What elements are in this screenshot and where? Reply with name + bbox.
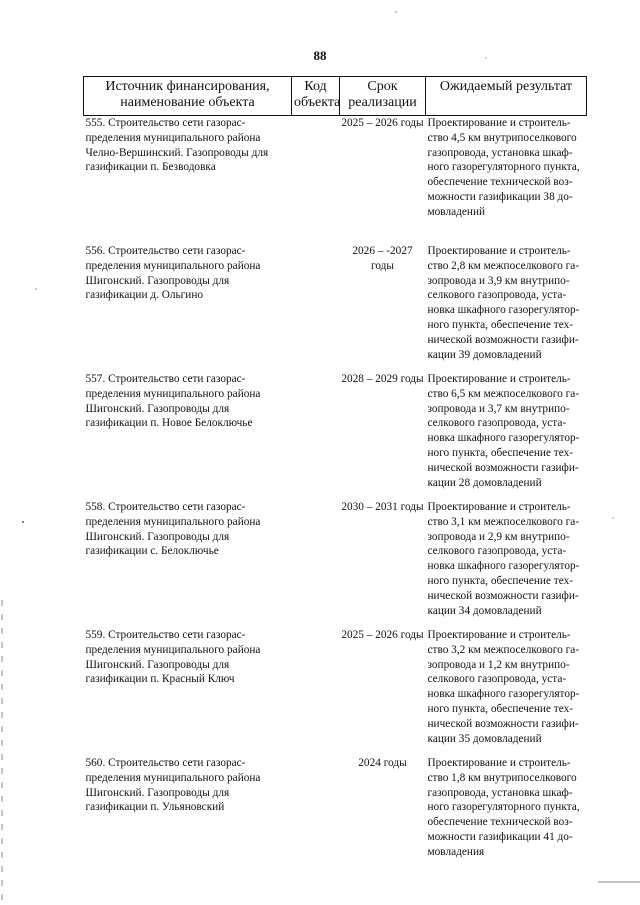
row-source: 559. Строительство сети газораспределения муниципального района Шигонский. Газопроводы для газификации п. Красный Ключ [85,629,261,686]
row-period: 2026 – -2027 годы [352,245,413,272]
scan-speck [395,11,397,13]
header-code: Код объекта [292,77,340,116]
row-code [292,244,340,372]
financing-table [83,76,587,884]
row-result: Проектирование и строительство 3,2 км межпоселкового газопровода и 1,2 км внутрипоселкового газопровода, установка шкафного газорегуляторного пункта, обеспечение технической возможности газификации 35 домовладений [427,629,580,745]
header-result: Ожидаемый результат [426,77,587,116]
row-code [292,756,340,884]
scan-speck [612,517,613,518]
table-row [84,116,587,245]
row-source: 560. Строительство сети газораспределения муниципального района Шигонский. Газопроводы для газификации п. Ульяновский [85,757,261,814]
row-result: Проектирование и строительство 4,5 км внутрипоселкового газопровода, установка шкафного газорегуляторного пункта, обеспечение технической возможности газификации 38 домовладений [427,117,580,218]
scan-speck [22,521,24,523]
row-source: 556. Строительство сети газораспределения муниципального района Шигонский. Газопроводы для газификации д. Ольгино [85,245,261,302]
row-result: Проектирование и строительство 3,1 км межпоселкового газопровода и 2,9 км внутрипоселкового газопровода, установка шкафного газорегуляторного пункта, обеспечение технической возможности газификации 34 домовладений [427,501,580,617]
table-row [84,756,587,884]
row-source: 557. Строительство сети газораспределения муниципального района Шигонский. Газопроводы для газификации п. Новое Белоключье [85,373,261,430]
row-code [292,116,340,245]
row-source: 558. Строительство сети газораспределения муниципального района Шигонский. Газопроводы для газификации с. Белоключье [85,501,261,558]
header-period: Срок реализации [340,77,426,116]
table-header-row [84,77,587,116]
row-result: Проектирование и строительство 1,8 км внутрипоселкового газопровода, установка шкафного газорегуляторного пункта, обеспечение технической возможности газификации 41 домовладения [427,757,580,858]
header-source: Источник финансирования, наименование объекта [84,77,292,116]
row-code [292,628,340,756]
row-result: Проектирование и строительство 6,5 км межпоселкового газопровода и 3,7 км внутрипоселкового газопровода, установка шкафного газорегуляторного пункта, обеспечение технической возможности газификации 28 домовладений [427,373,580,489]
table-row [84,500,587,628]
row-period: 2025 – 2026 годы [341,117,424,129]
scan-speck [35,288,37,290]
row-period: 2024 годы [358,757,407,769]
row-code [292,372,340,500]
row-period: 2025 – 2026 годы [341,629,424,641]
table-row [84,372,587,500]
table-row [84,244,587,372]
table-row [84,628,587,756]
row-period: 2028 – 2029 годы [341,373,424,385]
row-source: 555. Строительство сети газораспределения муниципального района Челно-Вершинский. Газопроводы для газификации п. Безводовка [85,117,269,174]
row-period: 2030 – 2031 годы [341,501,424,513]
page-number: 88 [313,48,327,63]
row-result: Проектирование и строительство 2,8 км межпоселкового газопровода и 3,9 км внутрипоселкового газопровода, установка шкафного газорегуляторного пункта, обеспечение технической возможности газификации 39 домовладений [427,245,580,361]
row-code [292,500,340,628]
